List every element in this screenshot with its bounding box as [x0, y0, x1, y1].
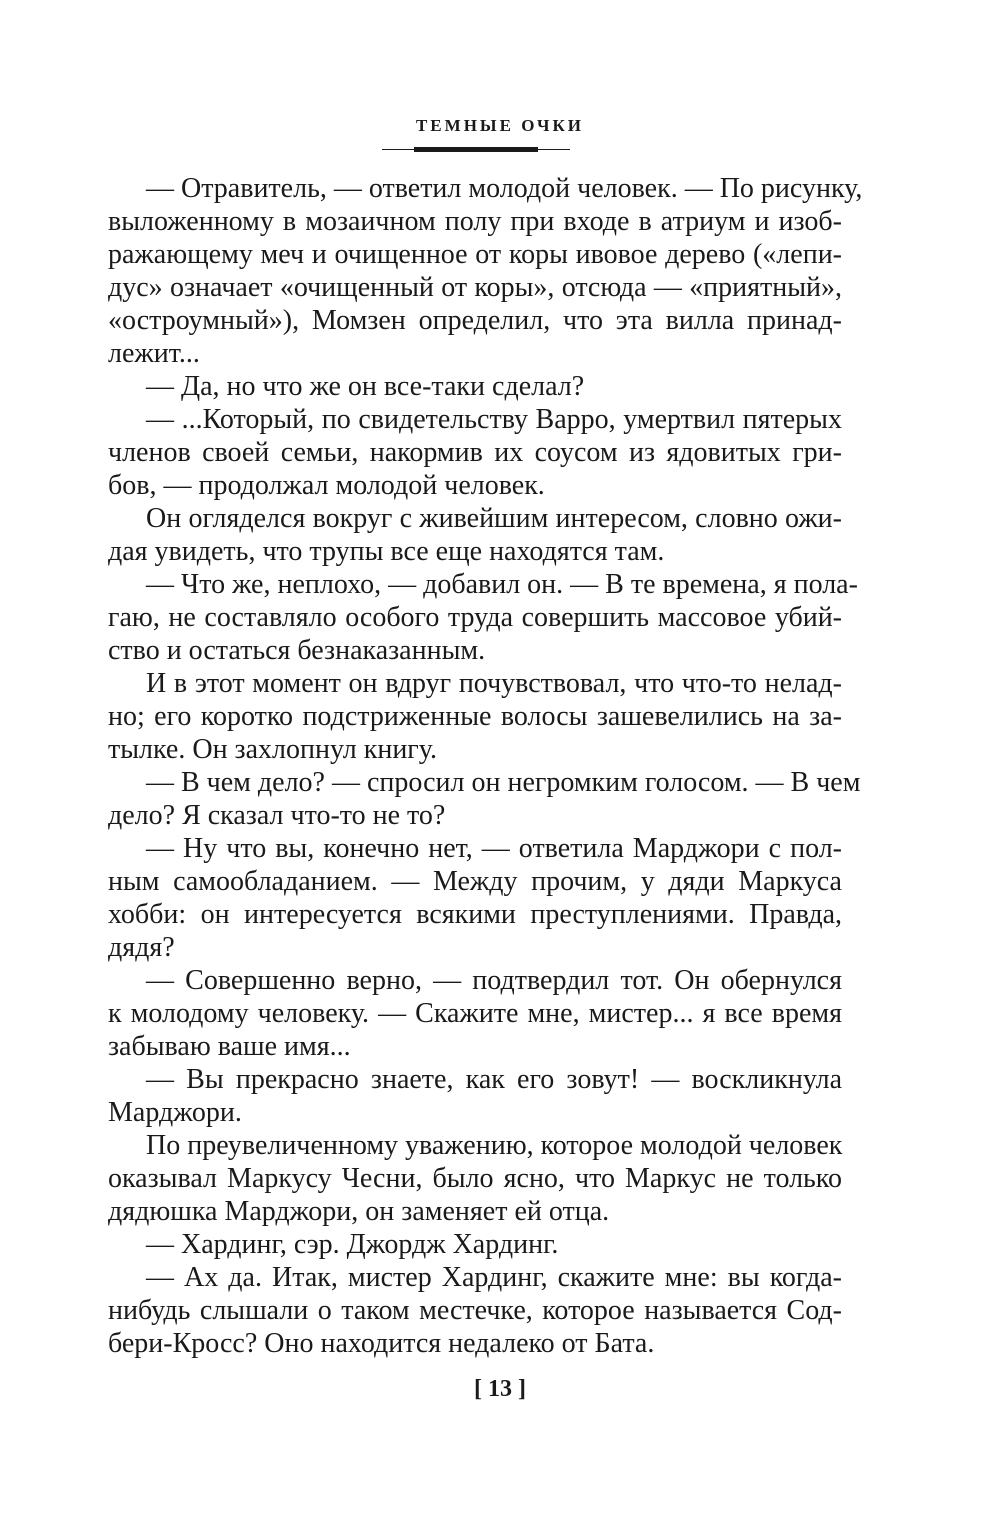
text-line: — Хардинг, сэр. Джордж Хардинг. [146, 1229, 559, 1260]
text-line: — Да, но что же он все-таки сделал? [146, 371, 585, 402]
text-line: «остроумный»), Момзен определил, что эта вилла принад- [108, 305, 842, 336]
text-line: выложенному в мозаичном полу при входе в атриум и изоб- [108, 206, 842, 237]
text-line: ражающему меч и очищенное от коры ивовое дерево («лепи- [108, 239, 842, 270]
text-line: — Ну что вы, конечно нет, — ответила Марджори с пол- [146, 833, 842, 864]
text-line: гаю, не составляло особого труда совершить массовое убий- [108, 602, 842, 633]
text-line: но; его коротко подстриженные волосы зашевелились на за- [108, 701, 842, 732]
text-line: ство и остаться безнаказанным. [108, 635, 486, 666]
text-line: — Вы прекрасно знаете, как его зовут! — воскликнула [146, 1064, 842, 1095]
text-line: — Совершенно верно, — подтвердил тот. Он обернулся [146, 965, 842, 996]
header-rule-accent [414, 147, 538, 152]
text-line: бов, — продолжал молодой человек. [108, 470, 545, 501]
text-line: нибудь слышали о таком местечке, которое называется Сод- [108, 1295, 842, 1326]
body-text [108, 172, 863, 1360]
text-line: дая увидеть, что трупы все еще находятся там. [108, 536, 665, 567]
text-line: — ...Который, по свидетельству Варро, умертвил пятерых [146, 404, 842, 435]
text-line: Марджори. [108, 1097, 242, 1128]
text-line: лежит... [108, 338, 200, 369]
text-line: И в этот момент он вдруг почувствовал, что что-то нелад- [146, 668, 842, 699]
text-line: к молодому человеку. — Скажите мне, мистер... я все время [108, 998, 842, 1029]
text-line: дядя? [108, 932, 175, 963]
text-line: — В чем дело? — спросил он негромким голосом. — В чем [146, 767, 861, 798]
text-line: ным самообладанием. — Между прочим, у дяди Маркуса [108, 866, 842, 897]
text-line: членов своей семьи, накормив их соусом из ядовитых гри- [108, 437, 842, 468]
text-line: Он огляделся вокруг с живейшим интересом, словно ожи- [146, 503, 842, 534]
text-line: хобби: он интересуется всякими преступлениями. Правда, [108, 899, 842, 930]
text-line: — Отравитель, — ответил молодой человек. — По рисунку, [146, 173, 863, 204]
text-line: — Что же, неплохо, — добавил он. — В те времена, я пола- [146, 569, 858, 600]
text-line: оказывал Маркусу Чесни, было ясно, что Маркус не только [108, 1163, 842, 1194]
text-line: забываю ваше имя... [108, 1031, 351, 1062]
text-line: тылке. Он захлопнул книгу. [108, 734, 437, 765]
text-line: дело? Я сказал что-то не то? [108, 800, 446, 831]
page-number: [ 13 ] [474, 1376, 526, 1402]
text-line: По преувеличенному уважению, которое молодой человек [146, 1130, 843, 1161]
text-line: дядюшка Марджори, он заменяет ей отца. [108, 1196, 610, 1227]
text-line: — Ах да. Итак, мистер Хардинг, скажите мне: вы когда- [146, 1262, 842, 1293]
running-title: ТЕМНЫЕ ОЧКИ [415, 116, 585, 135]
text-line: бери-Кросс? Оно находится недалеко от Бата. [108, 1328, 655, 1359]
text-line: дус» означает «очищенный от коры», отсюда — «приятный», [108, 272, 842, 303]
